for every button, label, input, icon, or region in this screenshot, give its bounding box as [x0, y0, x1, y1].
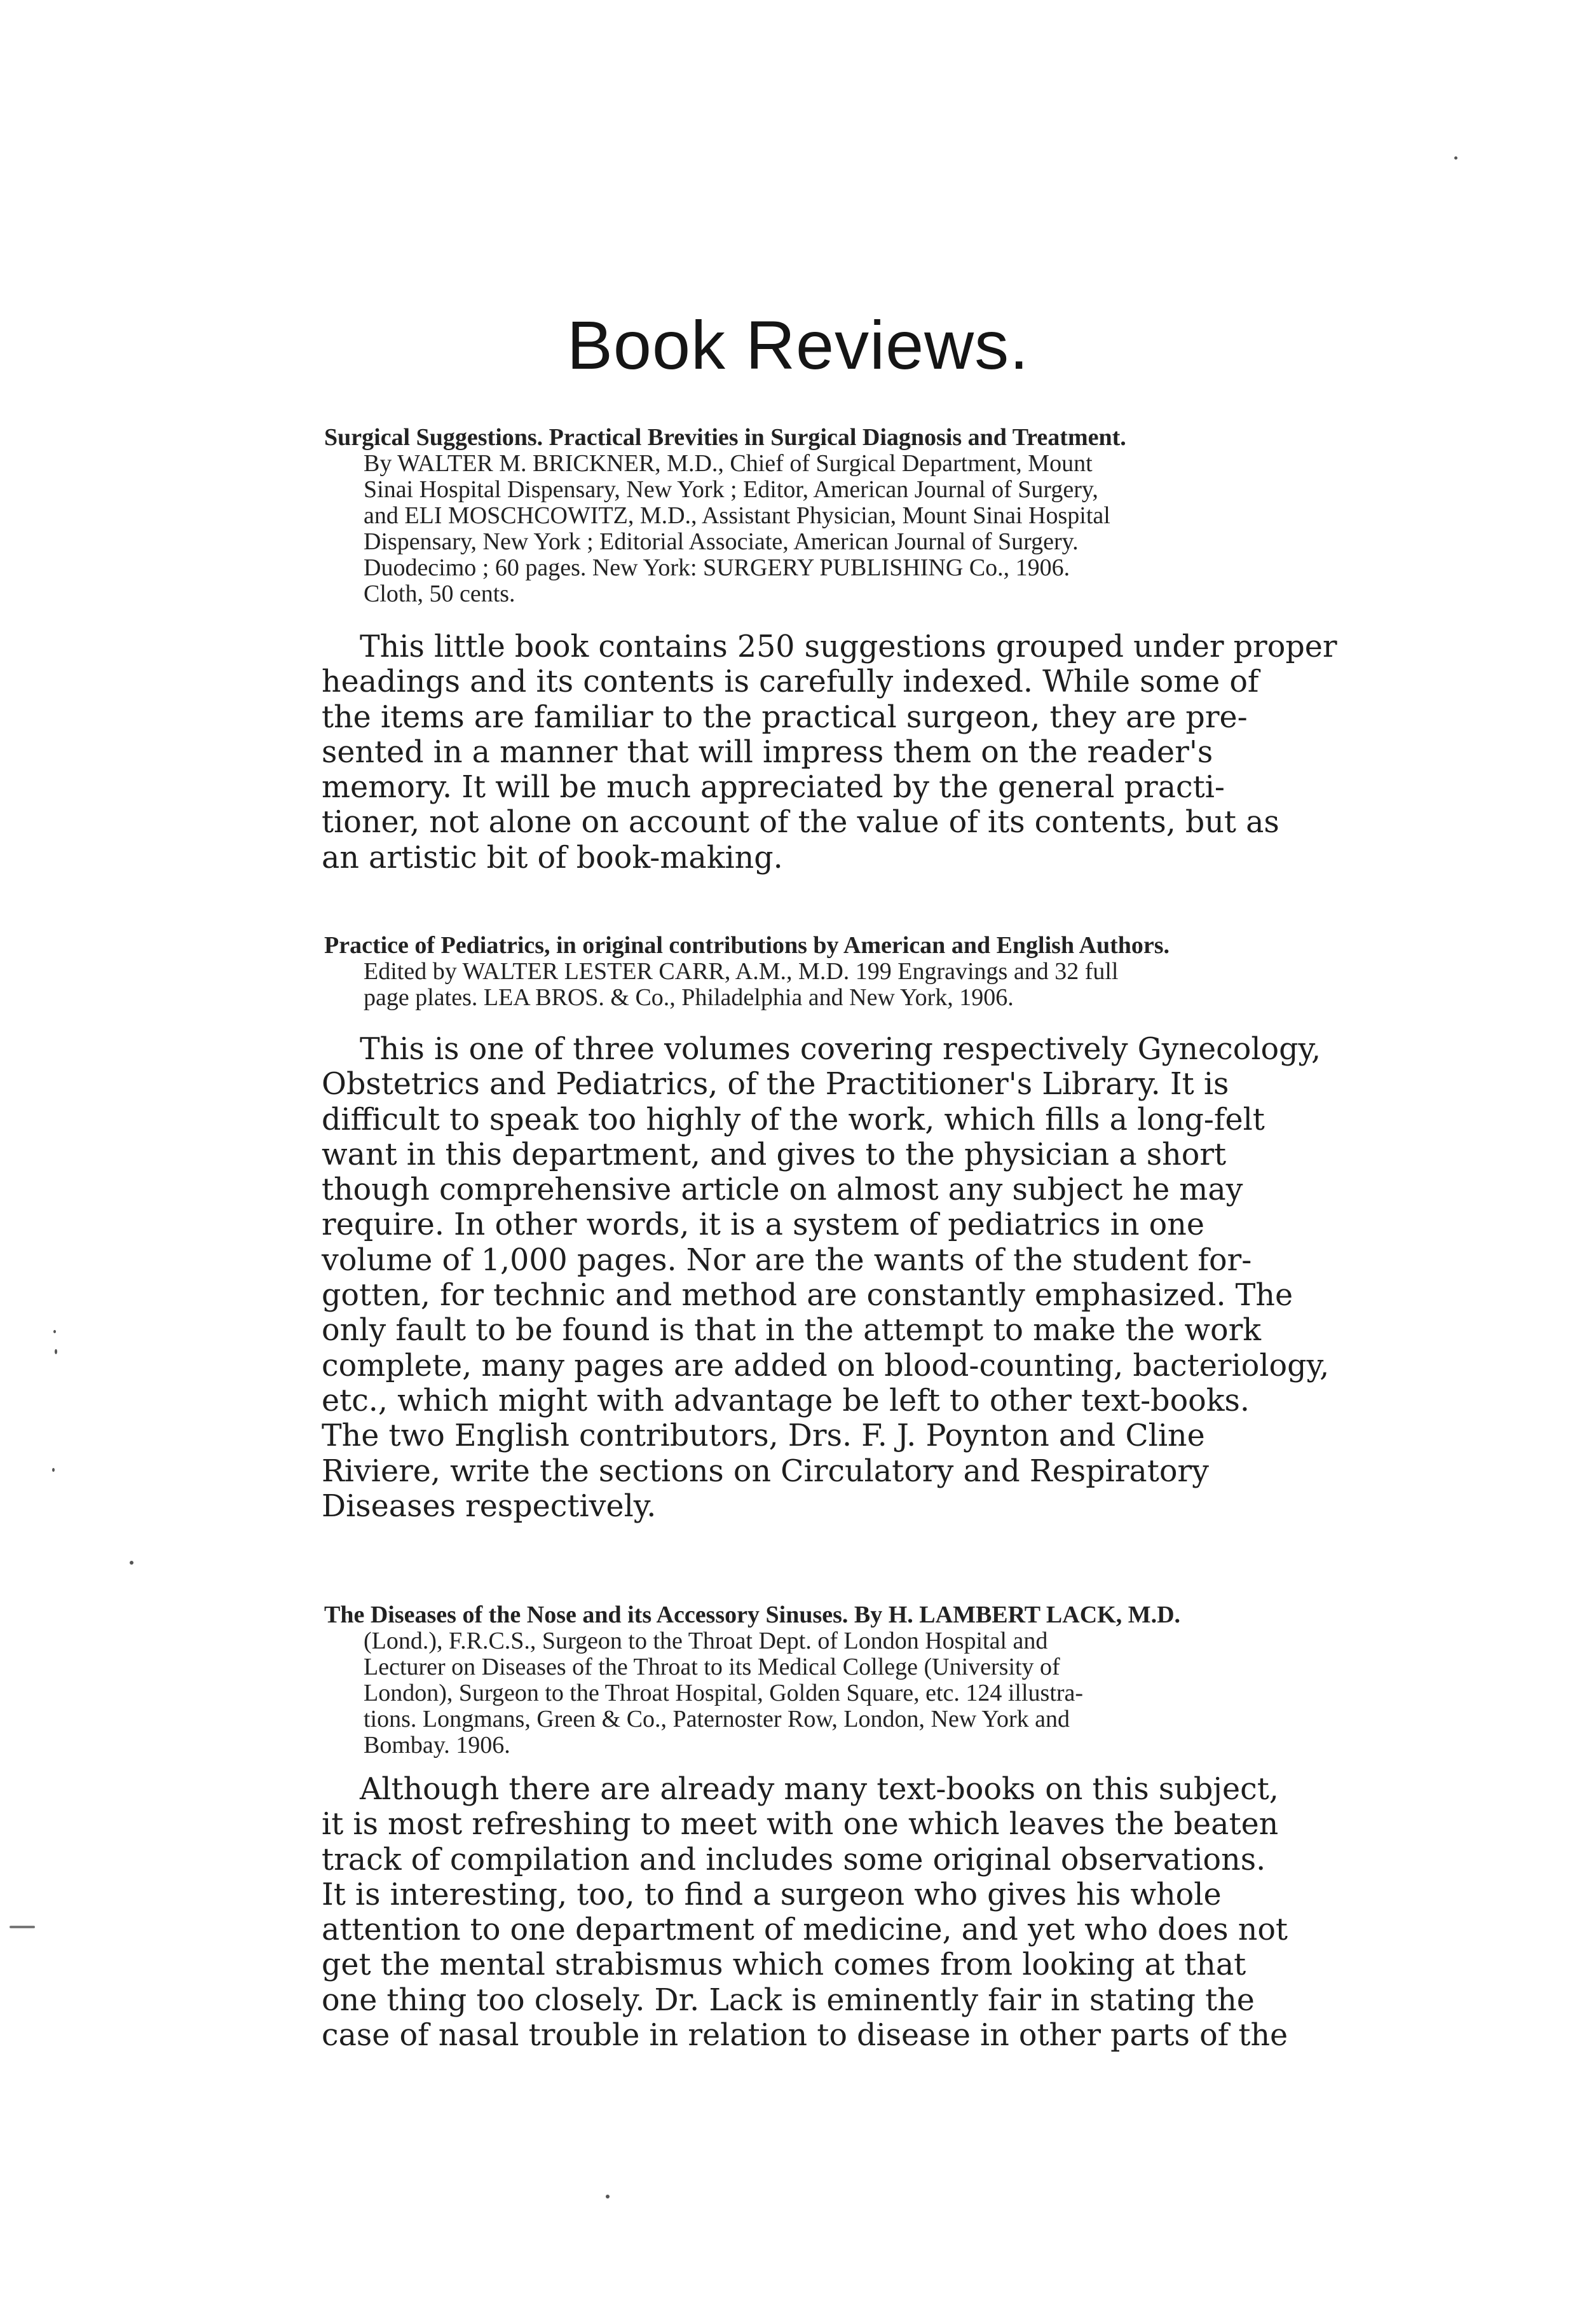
review-2-citation [324, 933, 1341, 1011]
citation-line: By WALTER M. BRICKNER, M.D., Chief of Surgical Department, Mount [364, 450, 1093, 477]
body-line: etc., which might with advantage be left to other text-books. [322, 1383, 1250, 1418]
page-title: Book Reviews. [566, 306, 1030, 383]
body-line: the items are familiar to the practical surgeon, they are pre- [322, 699, 1248, 735]
body-line: case of nasal trouble in relation to disease in other parts of the [322, 2018, 1288, 2054]
scan-speck [1454, 156, 1457, 160]
review-2-body [322, 1032, 1331, 1524]
body-line: complete, many pages are added on blood-counting, bacteriology, [322, 1348, 1330, 1383]
body-line: an artistic bit of book-making. [322, 840, 783, 875]
scan-speck [10, 1926, 35, 1928]
citation-line: and ELI MOSCHCOWITZ, M.D., Assistant Physician, Mount Sinai Hospital [364, 502, 1110, 529]
scan-speck [53, 1330, 56, 1333]
citation-line: Dispensary, New York ; Editorial Associate, American Journal of Surgery. [364, 528, 1079, 555]
citation-line: Bombay. 1906. [364, 1732, 510, 1759]
citation-line: (Lond.), F.R.C.S., Surgeon to the Throat Dept. of London Hospital and [364, 1628, 1048, 1654]
citation-line: The Diseases of the Nose and its Accessory Sinuses. By H. LAMBERT LACK, M.D. [324, 1601, 1181, 1628]
body-line: Riviere, write the sections on Circulatory and Respiratory [322, 1453, 1209, 1489]
citation-line: page plates. LEA BROS. & Co., Philadelphia and New York, 1906. [364, 984, 1014, 1011]
body-line: It is interesting, too, to find a surgeon who gives his whole [322, 1877, 1222, 1912]
body-line: This is one of three volumes covering respectively Gynecology, [360, 1032, 1321, 1067]
body-line: track of compilation and includes some original observations. [322, 1842, 1266, 1877]
citation-line: Lecturer on Diseases of the Throat to its Medical College (University of [364, 1654, 1060, 1680]
review-3-citation [324, 1602, 1341, 1759]
citation-line: Practice of Pediatrics, in original contributions by American and English Authors. [324, 932, 1170, 959]
citation-line: Duodecimo ; 60 pages. New York: SURGERY PUBLISHING Co., 1906. [364, 554, 1070, 581]
body-line: only fault to be found is that in the attempt to make the work [322, 1313, 1262, 1348]
body-line: Diseases respectively. [322, 1488, 657, 1524]
body-line: want in this department, and gives to the physician a short [322, 1137, 1227, 1172]
citation-line: Sinai Hospital Dispensary, New York ; Editor, American Journal of Surgery, [364, 476, 1098, 503]
body-line: tioner, not alone on account of the value of its contents, but as [322, 805, 1279, 840]
citation-line: Edited by WALTER LESTER CARR, A.M., M.D. 199 Engravings and 32 full [364, 958, 1119, 985]
body-line: one thing too closely. Dr. Lack is eminently fair in stating the [322, 1982, 1255, 2018]
body-line: require. In other words, it is a system of pediatrics in one [322, 1207, 1204, 1243]
body-line: gotten, for technic and method are constantly emphasized. The [322, 1278, 1293, 1313]
body-line: Although there are already many text-books on this subject, [360, 1772, 1279, 1807]
scan-speck [52, 1468, 55, 1472]
review-1-body [322, 629, 1337, 875]
citation-line: London), Surgeon to the Throat Hospital, Golden Square, etc. 124 illustra- [364, 1680, 1084, 1706]
body-line: attention to one department of medicine, and yet who does not [322, 1912, 1288, 1948]
body-line: volume of 1,000 pages. Nor are the wants of the student for- [322, 1242, 1252, 1278]
review-1-citation [324, 425, 1341, 607]
body-line: headings and its contents is carefully indexed. While some of [322, 664, 1259, 700]
scan-speck [130, 1561, 133, 1565]
body-line: Obstetrics and Pediatrics, of the Practitioner's Library. It is [322, 1067, 1229, 1102]
body-line: difficult to speak too highly of the work, which fills a long-felt [322, 1102, 1265, 1137]
body-line: though comprehensive article on almost any subject he may [322, 1172, 1243, 1208]
citation-line: Cloth, 50 cents. [364, 580, 515, 607]
scan-speck [606, 2195, 610, 2198]
review-3-body [322, 1772, 1331, 2053]
citation-line: tions. Longmans, Green & Co., Paternoster Row, London, New York and [364, 1706, 1070, 1732]
body-line: it is most refreshing to meet with one which leaves the beaten [322, 1807, 1279, 1842]
body-line: This little book contains 250 suggestions grouped under proper [360, 629, 1337, 664]
body-line: memory. It will be much appreciated by the general practi- [322, 770, 1225, 806]
citation-line: Surgical Suggestions. Practical Brevities in Surgical Diagnosis and Treatment. [324, 424, 1126, 451]
body-line: sented in a manner that will impress them on the reader's [322, 734, 1213, 770]
scan-speck [55, 1349, 57, 1354]
body-line: The two English contributors, Drs. F. J. Poynton and Cline [322, 1418, 1205, 1454]
body-line: get the mental strabismus which comes from looking at that [322, 1947, 1246, 1983]
